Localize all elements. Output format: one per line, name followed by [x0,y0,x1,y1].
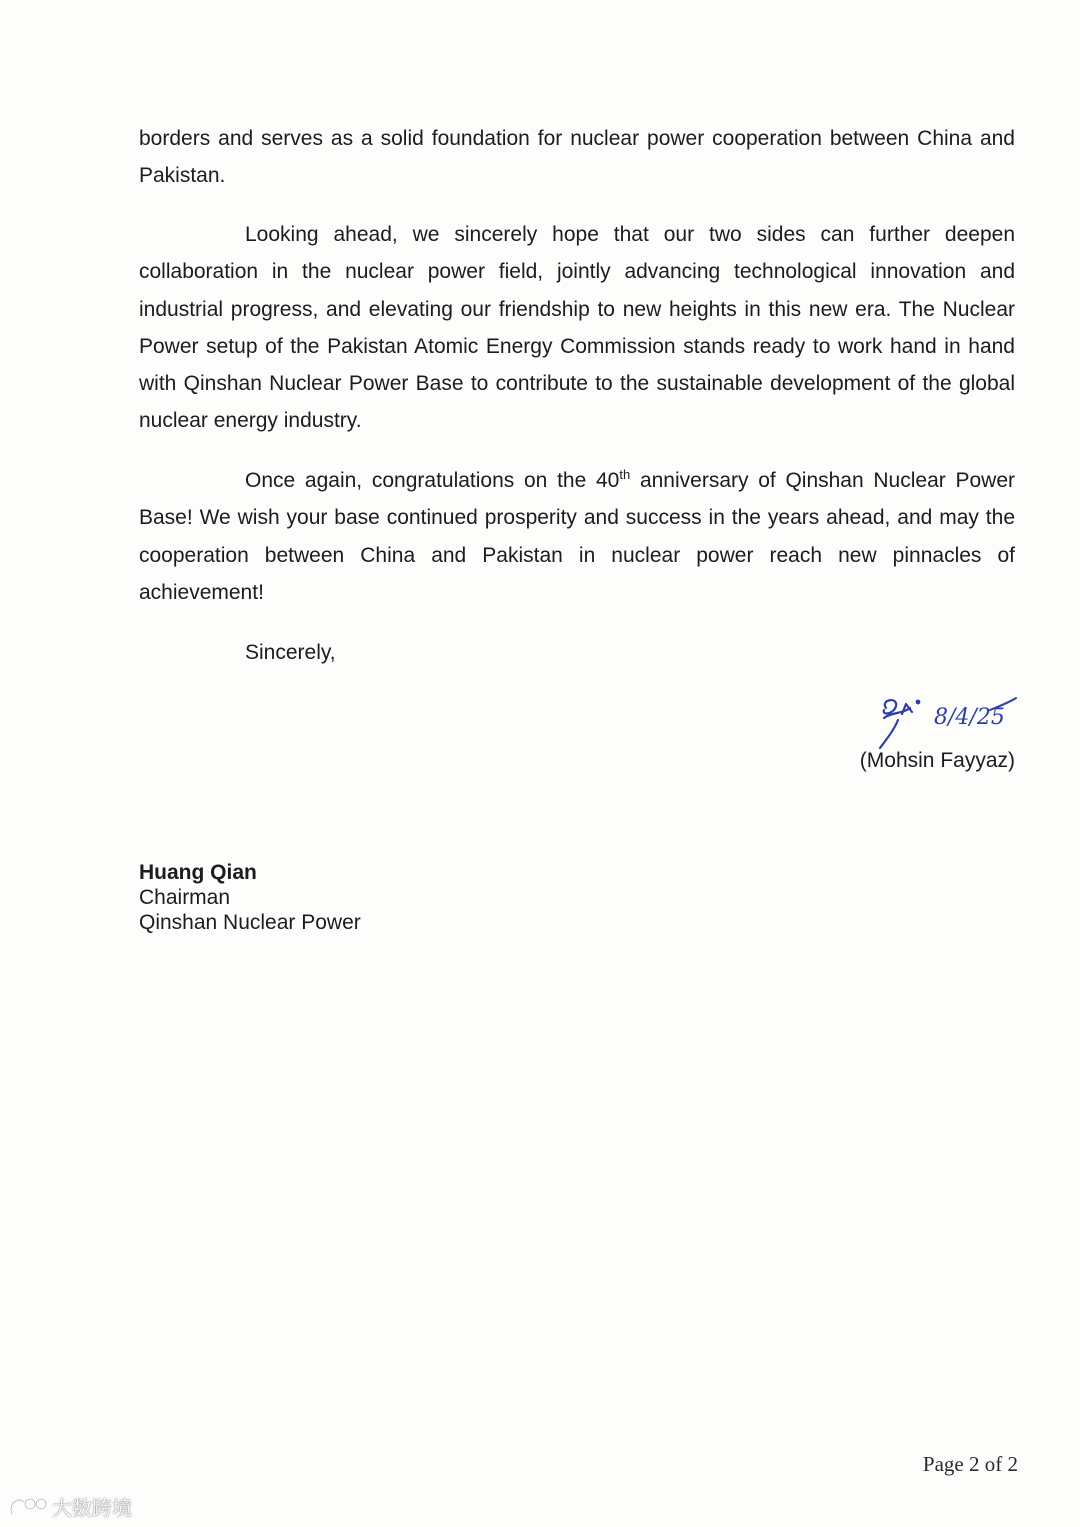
ordinal-suffix: th [619,467,631,482]
recipient-organization: Qinshan Nuclear Power [139,911,361,934]
recipient-block [139,860,361,935]
watermark [8,1492,132,1521]
paragraph-3-start: Once again, congratulations on the 40 [245,469,620,492]
signature-date: 8/4/25 [934,705,1005,730]
signer-name: (Mohsin Fayyaz) [859,749,1015,772]
handwritten-signature [872,690,1022,750]
page-number: Page 2 of 2 [922,1452,1018,1476]
paragraph-1: borders and serves as a solid foundation for nuclear power cooperation between China and Pakistan. [139,127,1015,188]
recipient-title: Chairman [139,886,231,909]
paragraph-3-end: anniversary of Qinshan Nuclear Power Base! We wish your base continued prosperity and success in the years ahead, and may the cooperation between China and Pakistan in nuclear power reach new pinnacles of achievement! [139,469,1016,604]
recipient-name: Huang Qian [139,861,257,884]
paragraph-3 [139,462,1015,611]
closing-salutation: Sincerely, [245,641,336,664]
paragraph-2: Looking ahead, we sincerely hope that our two sides can further deepen collaboration in the nuclear power field, jointly advancing technological innovation and industrial progress, and elevating our friendship to new heights in this new era. The Nuclear Power setup of the Pakistan Atomic Energy Commission stands ready to work hand in hand with Qinshan Nuclear Power Base to contribute to the sustainable development of the global nuclear energy industry. [139,223,1015,433]
watermark-logo-icon [8,1494,48,1520]
watermark-text: 大数跨境 [52,1496,132,1520]
